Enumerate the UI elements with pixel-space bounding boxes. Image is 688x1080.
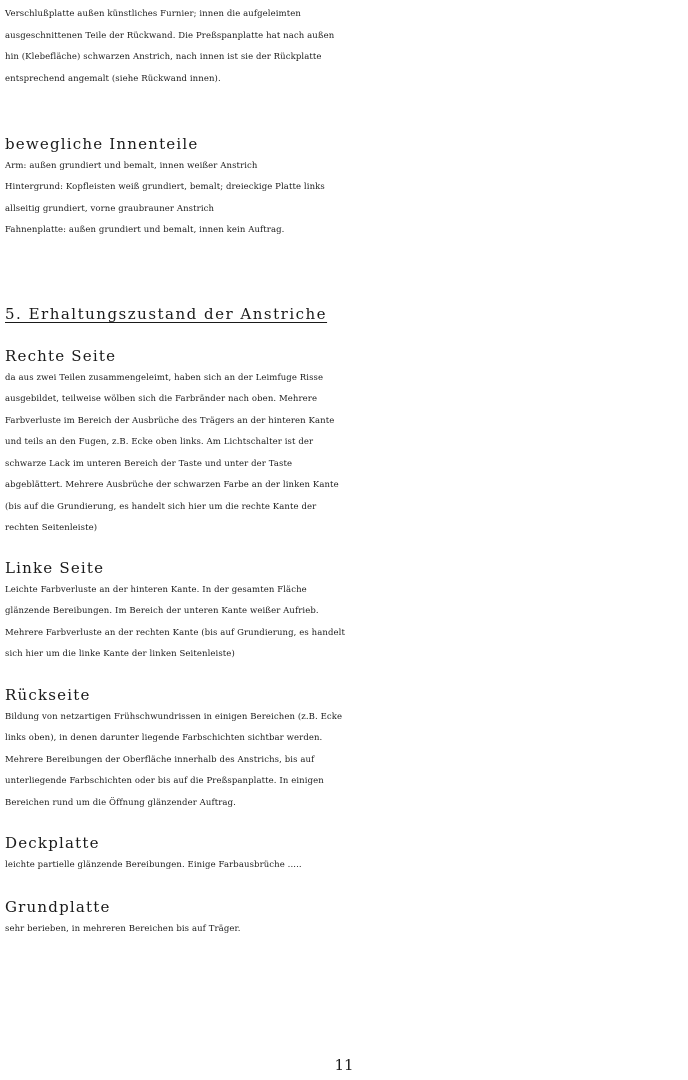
text-line: Mehrere Bereibungen der Oberfläche innerhalb des Anstrichs, bis auf [5, 754, 315, 765]
deckplatte-text [5, 855, 683, 877]
text-line: (bis auf die Grundierung, es handelt sich hier um die rechte Kante der [5, 501, 317, 512]
text-line: schwarze Lack im unteren Bereich der Taste und unter der Taste [5, 458, 293, 469]
linke-seite-section [5, 558, 683, 666]
text-line: Hintergrund: Kopfleisten weiß grundiert, bemalt; dreieckige Platte links [5, 182, 325, 192]
rechte-seite-heading: Rechte Seite [5, 347, 117, 365]
grundplatte-text [5, 919, 683, 941]
rueckseite-heading: Rückseite [5, 686, 91, 704]
text-line: Verschlußplatte außen künstliches Furnier; innen die aufgeleimten [5, 9, 301, 19]
text-line: hin (Klebefläche) schwarzen Anstrich, nach innen ist sie der Rückplatte [5, 52, 322, 62]
text-line: Bereichen rund um die Öffnung glänzender Auftrag. [5, 797, 236, 808]
text-line: allseitig grundiert, vorne graubrauner Anstrich [5, 203, 215, 214]
text-line: Fahnenplatte: außen grundiert und bemalt, innen kein Auftrag. [5, 225, 285, 235]
section-5-title: 5. Erhaltungszustand der Anstriche [5, 305, 328, 323]
text-line: und teils an den Fugen, z.B. Ecke oben links. Am Lichtschalter ist der [5, 437, 314, 447]
intro-paragraph [5, 4, 683, 90]
text-line: glänzende Bereibungen. Im Bereich der unteren Kante weißer Aufrieb. [5, 606, 319, 616]
text-line: Mehrere Farbverluste an der rechten Kante (bis auf Grundierung, es handelt [5, 627, 345, 638]
text-line: ausgebildet, teilweise wölben sich die Farbränder nach oben. Mehrere [5, 394, 318, 404]
text-line: Arm: außen grundiert und bemalt, innen weißer Anstrich [5, 160, 258, 171]
text-line: da aus zwei Teilen zusammengeleimt, haben sich an der Leimfuge Risse [5, 372, 324, 383]
intro-text [5, 4, 683, 90]
text-line: ausgeschnittenen Teile der Rückwand. Die Preßspanplatte hat nach außen [5, 30, 335, 41]
linke-seite-heading: Linke Seite [5, 559, 105, 577]
text-line: sehr berieben, in mehreren Bereichen bis auf Träger. [5, 923, 241, 934]
text-line: sich hier um die linke Kante der linken Seitenleiste) [5, 649, 235, 659]
grundplatte-heading: Grundplatte [5, 898, 111, 916]
text-line: Farbverluste im Bereich der Ausbrüche des Trägers an der hinteren Kante [5, 415, 335, 426]
bewegliche-innenteile-section [5, 134, 683, 242]
text-line: unterliegende Farbschichten oder bis auf die Preßspanplatte. In einigen [5, 776, 324, 786]
page-number: 11 [334, 1056, 354, 1074]
deckplatte-heading: Deckplatte [5, 834, 100, 852]
text-line: links oben), in denen darunter liegende Farbschichten sichtbar werden. [5, 733, 323, 743]
rechte-seite-section [5, 346, 683, 540]
bewegliche-innenteile-heading: bewegliche Innenteile [5, 135, 199, 153]
grundplatte-section [5, 897, 683, 940]
text-line: Bildung von netzartigen Frühschwundrissen in einigen Bereichen (z.B. Ecke [5, 711, 343, 722]
text-line: abgeblättert. Mehrere Ausbrüche der schwarzen Farbe an der linken Kante [5, 480, 339, 490]
rueckseite-section [5, 685, 683, 814]
text-line: entsprechend angemalt (siehe Rückwand innen). [5, 73, 221, 84]
bewegliche-innenteile-text [5, 156, 683, 242]
text-line: rechten Seitenleiste) [5, 523, 98, 533]
text-line: Leichte Farbverluste an der hinteren Kante. In der gesamten Fläche [5, 584, 307, 595]
rechte-seite-text [5, 368, 683, 540]
deckplatte-section [5, 833, 683, 876]
linke-seite-text [5, 580, 683, 666]
text-line: leichte partielle glänzende Bereibungen. Einige Farbausbrüche ..... [5, 859, 302, 870]
rueckseite-text [5, 707, 683, 815]
section-5 [5, 304, 683, 326]
